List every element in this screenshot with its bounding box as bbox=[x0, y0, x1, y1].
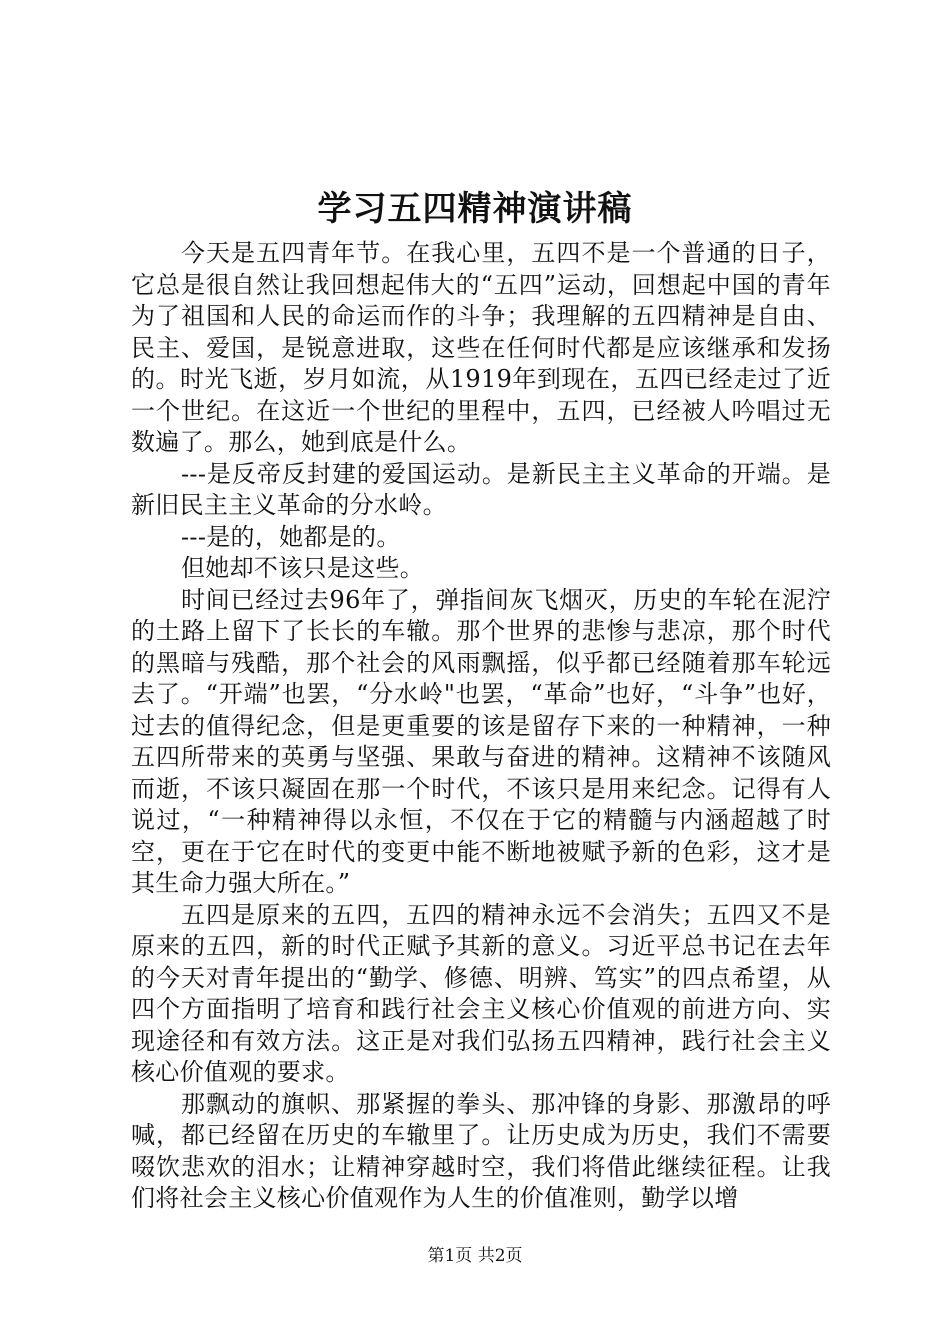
paragraph-6: 五四是原来的五四，五四的精神永远不会消失；五四又不是原来的五四，新的时代正赋予其新的意义。习近平总书记在去年的今天对青年提出的“勤学、修德、明辨、笃实”的四点希望，从四个方面指明了培育和践行社会主义核心价值观的前进方向、实现途径和有效方法。这正是对我们弘扬五四精神，践行社会主义核心价值观的要求。 bbox=[131, 900, 831, 1086]
paragraph-2: ---是反帝反封建的爱国运动。是新民主主义革命的开端。是新旧民主主义革命的分水岭。 bbox=[131, 459, 831, 519]
paragraph-3: ---是的，她都是的。 bbox=[181, 522, 401, 551]
page-footer: 第1页 共2页 bbox=[427, 1246, 523, 1266]
paragraph-7: 那飘动的旗帜、那紧握的拳头、那冲锋的身影、那激昂的呼喊，都已经留在历史的车辙里了。让历史成为历史，我们不需要啜饮悲欢的泪水；让精神穿越时空，我们将借此继续征程。让我们将社会主义核心价值观作为人生的价值准则，勤学以增 bbox=[131, 1089, 831, 1212]
paragraph-4: 但她却不该只是这些。 bbox=[181, 554, 424, 582]
paragraph-5: 时间已经过去96年了，弹指间灰飞烟灭，历史的车轮在泥泞的土路上留下了长长的车辙。那个世界的悲惨与悲凉，那个时代的黑暗与残酷，那个社会的风雨飘摇，似乎都已经随着那车轮远去了。“开端”也罢，“分水岭"也罢，“革命”也好，“斗争”也好，过去的值得纪念，但是更重要的该是留存下来的一种精神，一种五四所带来的英勇与坚强、果敢与奋进的精神。这精神不该随风而逝，不该只凝固在那一个时代，不该只是用来纪念。记得有人说过，“一种精神得以永恒，不仅在于它的精髓与内涵超越了时空，更在于它在时代的变更中能不断地被赋予新的色彩，这才是其生命力强大所在。” bbox=[131, 585, 831, 897]
paragraph-1: 今天是五四青年节。在我心里，五四不是一个普通的日子，它总是很自然让我回想起伟大的“五四”运动，回想起中国的青年为了祖国和人民的命运而作的斗争；我理解的五四精神是自由、民主、爱国，是锐意进取，这些在任何时代都是应该继承和发扬的。时光飞逝，岁月如流，从1919年到现在，五四已经走过了近一个世纪。在这近一个世纪的里程中，五四，已经被人吟唱过无数遍了。那么，她到底是什么。 bbox=[131, 239, 831, 456]
document-title: 学习五四精神演讲稿 bbox=[317, 189, 633, 229]
document-body bbox=[131, 238, 831, 1215]
